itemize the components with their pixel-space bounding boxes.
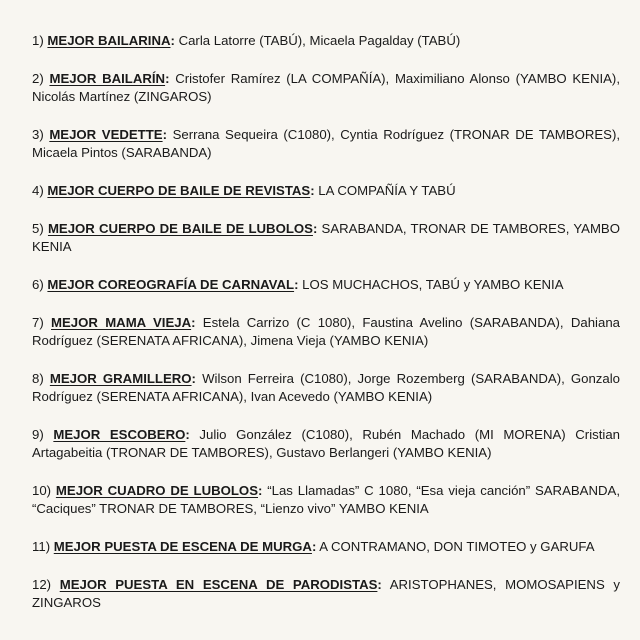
item-number: 12) bbox=[32, 577, 52, 592]
list-item: 1) MEJOR BAILARINA: Carla Latorre (TABÚ), Micaela Pagalday (TABÚ) bbox=[32, 33, 461, 48]
nominees-text: Wilson Ferreira (C1080), Jorge Rozemberg (SARABANDA), Gonzalo Rodríguez (SERENATA AFRICANA), Ivan Acevedo (YAMBO KENIA) bbox=[32, 371, 620, 404]
nominees-text: Julio González (C1080), Rubén Machado (MI MORENA) Cristian Artagabeitia (TRONAR DE TAMBORES), Gustavo Berlangeri (YAMBO KENIA) bbox=[32, 427, 620, 460]
list-item: 3) MEJOR VEDETTE: Serrana Sequeira (C1080), Cyntia Rodríguez (TRONAR DE TAMBORES), Micaela Pintos (SARABANDA) bbox=[32, 127, 620, 160]
list-item: 12) MEJOR PUESTA EN ESCENA DE PARODISTAS: ARISTOPHANES, MOMOSAPIENS y ZINGAROS bbox=[32, 577, 620, 610]
nominees-text: SARABANDA, TRONAR DE TAMBORES, YAMBO KENIA bbox=[32, 221, 620, 254]
item-number: 2) bbox=[32, 71, 44, 86]
list-item: 11) MEJOR PUESTA DE ESCENA DE MURGA: A CONTRAMANO, DON TIMOTEO y GARUFA bbox=[32, 539, 595, 554]
list-item: 5) MEJOR CUERPO DE BAILE DE LUBOLOS: SARABANDA, TRONAR DE TAMBORES, YAMBO KENIA bbox=[32, 221, 620, 254]
item-number: 4) bbox=[32, 183, 44, 198]
item-number: 8) bbox=[32, 371, 44, 386]
category-title: MEJOR ESCOBERO bbox=[53, 427, 186, 442]
item-number: 6) bbox=[32, 277, 44, 292]
category-title: MEJOR VEDETTE bbox=[49, 127, 163, 142]
list-item: 9) MEJOR ESCOBERO: Julio González (C1080), Rubén Machado (MI MORENA) Cristian Artagabeitia (TRONAR DE TAMBORES), Gustavo Berlangeri (YAMBO KENIA) bbox=[32, 427, 620, 460]
nominees-text: ARISTOPHANES, MOMOSAPIENS y ZINGAROS bbox=[32, 577, 620, 610]
category-title: MEJOR CUADRO DE LUBOLOS bbox=[55, 483, 258, 498]
item-number: 1) bbox=[32, 33, 44, 48]
list-item: 10) MEJOR CUADRO DE LUBOLOS: “Las Llamadas” C 1080, “Esa vieja canción” SARABANDA, “Caciques” TRONAR DE TAMBORES, “Lienzo vivo” YAMBO KENIA bbox=[32, 483, 620, 516]
list-item: 4) MEJOR CUERPO DE BAILE DE REVISTAS: LA COMPAÑÍA Y TABÚ bbox=[32, 183, 456, 198]
item-number: 11) bbox=[32, 539, 51, 554]
category-title: MEJOR PUESTA DE ESCENA DE MURGA bbox=[53, 539, 312, 554]
list-item: 2) MEJOR BAILARÍN: Cristofer Ramírez (LA COMPAÑÍA), Maximiliano Alonso (YAMBO KENIA), Nicolás Martínez (ZINGAROS) bbox=[32, 71, 620, 104]
item-number: 10) bbox=[32, 483, 52, 498]
category-title: MEJOR COREOGRAFÍA DE CARNAVAL bbox=[47, 277, 295, 292]
nominees-text: Carla Latorre (TABÚ), Micaela Pagalday (TABÚ) bbox=[178, 33, 461, 48]
item-number: 9) bbox=[32, 427, 44, 442]
nominees-text: Cristofer Ramírez (LA COMPAÑÍA), Maximiliano Alonso (YAMBO KENIA), Nicolás Martínez (ZINGAROS) bbox=[32, 71, 620, 104]
category-title: MEJOR BAILARINA bbox=[47, 33, 171, 48]
item-number: 7) bbox=[32, 315, 44, 330]
nominees-text: “Las Llamadas” C 1080, “Esa vieja canción” SARABANDA, “Caciques” TRONAR DE TAMBORES, “Lienzo vivo” YAMBO KENIA bbox=[32, 483, 620, 516]
category-title: MEJOR CUERPO DE BAILE DE LUBOLOS bbox=[47, 221, 313, 236]
category-title: MEJOR GRAMILLERO bbox=[49, 371, 192, 386]
item-number: 5) bbox=[32, 221, 44, 236]
nominees-text: Serrana Sequeira (C1080), Cyntia Rodríguez (TRONAR DE TAMBORES), Micaela Pintos (SARABANDA) bbox=[32, 127, 620, 160]
nominations-list bbox=[32, 32, 620, 632]
category-title: MEJOR BAILARÍN bbox=[49, 71, 166, 86]
list-item: 7) MEJOR MAMA VIEJA: Estela Carrizo (C 1080), Faustina Avelino (SARABANDA), Dahiana Rodríguez (SERENATA AFRICANA), Jimena Vieja (YAMBO KENIA) bbox=[32, 315, 620, 348]
category-title: MEJOR MAMA VIEJA bbox=[51, 315, 192, 330]
list-item: 6) MEJOR COREOGRAFÍA DE CARNAVAL: LOS MUCHACHOS, TABÚ y YAMBO KENIA bbox=[32, 277, 564, 292]
nominees-text: Estela Carrizo (C 1080), Faustina Avelino (SARABANDA), Dahiana Rodríguez (SERENATA AFRICANA), Jimena Vieja (YAMBO KENIA) bbox=[32, 315, 620, 348]
item-number: 3) bbox=[32, 127, 44, 142]
nominees-text: LA COMPAÑÍA Y TABÚ bbox=[318, 183, 456, 198]
nominees-text: LOS MUCHACHOS, TABÚ y YAMBO KENIA bbox=[302, 277, 564, 292]
category-title: MEJOR CUERPO DE BAILE DE REVISTAS bbox=[47, 183, 311, 198]
list-item: 8) MEJOR GRAMILLERO: Wilson Ferreira (C1080), Jorge Rozemberg (SARABANDA), Gonzalo Rodríguez (SERENATA AFRICANA), Ivan Acevedo (YAMBO KENIA) bbox=[32, 371, 620, 404]
nominees-text: A CONTRAMANO, DON TIMOTEO y GARUFA bbox=[319, 539, 595, 554]
category-title: MEJOR PUESTA EN ESCENA DE PARODISTAS bbox=[59, 577, 378, 592]
